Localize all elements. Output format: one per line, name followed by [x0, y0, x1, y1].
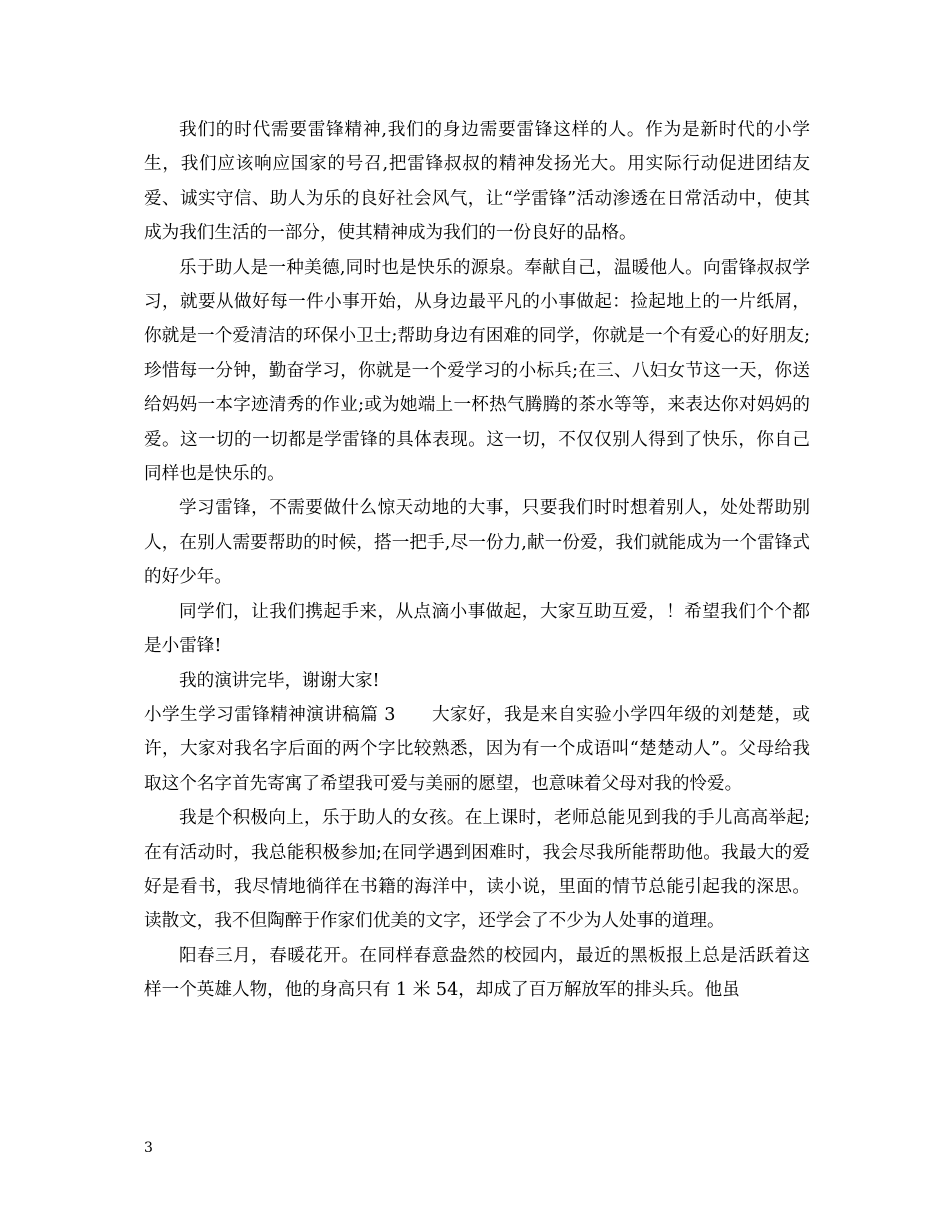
paragraph: 乐于助人是一种美德,同时也是快乐的源泉。奉献自己，温暖他人。向雷锋叔叔学习，就要从做好每一件小事开始，从身边最平凡的小事做起：捡起地上的一片纸屑，你就是一个爱清洁的环保小卫士;帮助身边有困难的同学，你就是一个有爱心的好朋友;珍惜每一分钟，勤奋学习，你就是一个爱学习的小标兵;在三、八妇女节这一天，你送给妈妈一本字迹清秀的作业;或为她端上一杯热气腾腾的茶水等等，来表达你对妈妈的爱。这一切的一切都是学雷锋的具体表现。这一切，不仅仅别人得到了快乐，你自己同样也是快乐的。 [144, 257, 810, 485]
document-body [144, 113, 810, 1008]
paragraph: 我们的时代需要雷锋精神,我们的身边需要雷锋这样的人。作为是新时代的小学生，我们应该响应国家的号召,把雷锋叔叔的精神发扬光大。用实际行动促进团结友爱、诚实守信、助人为乐的良好社会风气，让“学雷锋”活动渗透在日常活动中，使其成为我们生活的一部分，使其精神成为我们的一份良好的品格。 [144, 120, 810, 244]
paragraph: 我的演讲完毕，谢谢大家! [179, 670, 380, 691]
paragraph: 我是个积极向上，乐于助人的女孩。在上课时，老师总能见到我的手儿高高举起;在有活动时，我总能积极参加;在同学遇到困难时，我会尽我所能帮助他。我最大的爱好是看书，我尽情地徜徉在书籍的海洋中，读小说，里面的情节总能引起我的深思。读散文，我不但陶醉于作家们优美的文字，还学会了不少为人处事的道理。 [144, 808, 810, 932]
paragraph: 阳春三月，春暖花开。在同样春意盎然的校园内，最近的黑板报上总是活跃着这样一个英雄人物，他的身高只有 1 米 54，却成了百万解放军的排头兵。他虽 [144, 945, 810, 1001]
paragraph: 同学们，让我们携起手来，从点滴小事做起，大家互助互爱，！希望我们个个都是小雷锋! [144, 601, 810, 657]
page-number: 3 [144, 1140, 153, 1156]
section-heading-paragraph: 小学生学习雷锋精神演讲稿篇 3 大家好，我是来自实验小学四年级的刘楚楚，或许，大家对我名字后面的两个字比较熟悉，因为有一个成语叫“楚楚动人”。父母给我取这个名字首先寄寓了希望我可爱与美丽的愿望，也意味着父母对我的怜爱。 [144, 704, 810, 794]
paragraph: 学习雷锋，不需要做什么惊天动地的大事，只要我们时时想着别人，处处帮助别人，在别人需要帮助的时候，搭一把手,尽一份力,献一份爱，我们就能成为一个雷锋式的好少年。 [144, 498, 810, 588]
